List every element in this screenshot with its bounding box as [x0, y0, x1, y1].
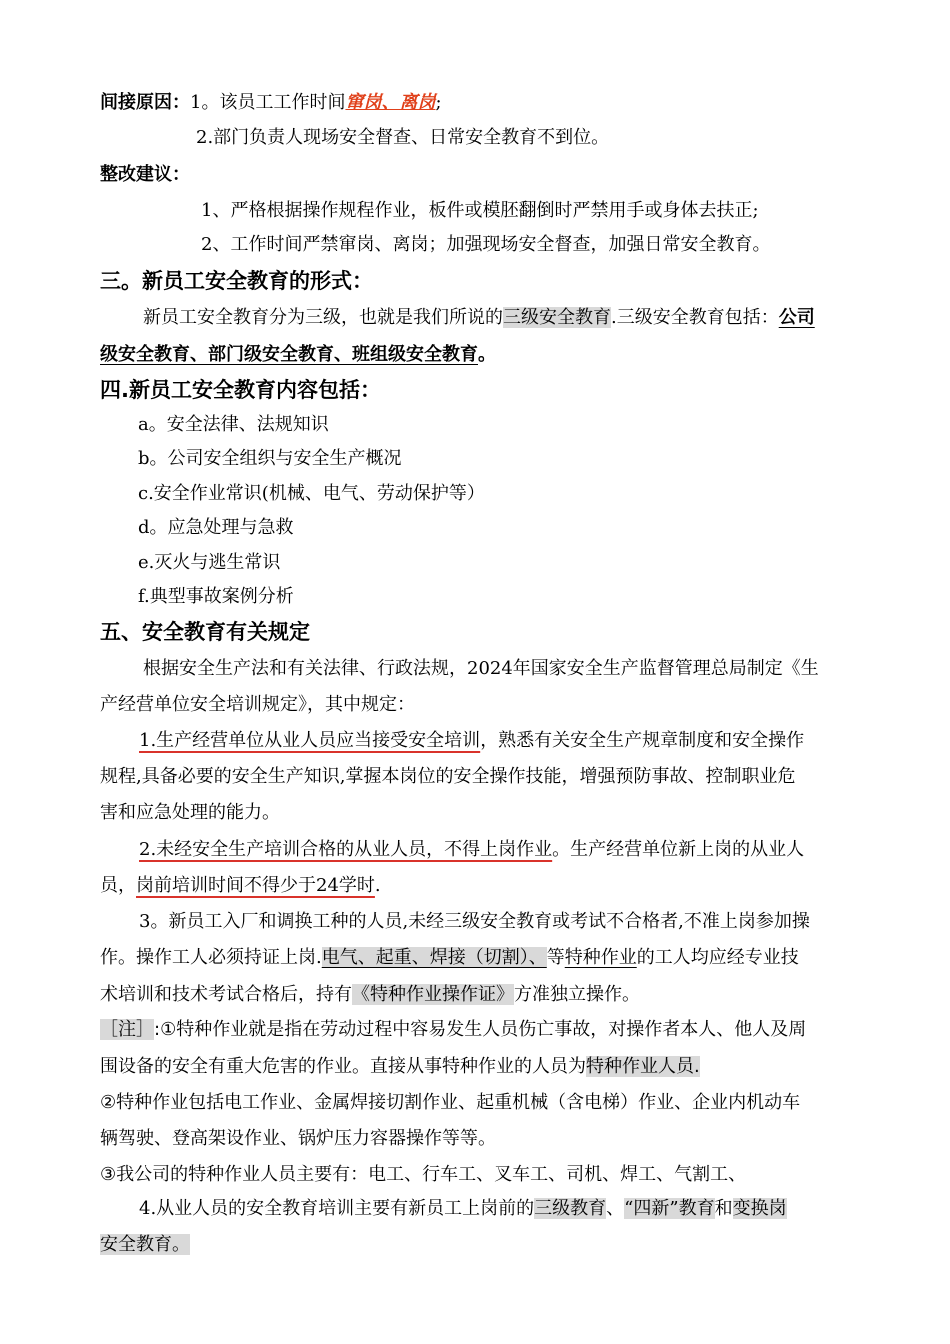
section-5-heading: 五、安全教育有关规定 — [100, 620, 310, 644]
rule-4-line-2: 安全教育。 — [100, 1234, 190, 1255]
section-5-intro-line-1: 根据安全生产法和有关法律、行政法规，2024年国家安全生产监督管理总局制定《生 — [143, 658, 819, 679]
section-3-paragraph-line-1: 新员工安全教育分为三级，也就是我们所说的三级安全教育.三级安全教育包括：公司 — [143, 307, 815, 328]
note-line-5: ③我公司的特种作业人员主要有：电工、行车工、叉车工、司机、焊工、气割工、 — [100, 1164, 747, 1185]
section-3-heading: 三。新员工安全教育的形式： — [100, 269, 373, 293]
section-4-heading: 四.新员工安全教育内容包括： — [100, 378, 381, 402]
rule-1-line-2: 规程,具备必要的安全生产知识,掌握本岗位的安全操作技能，增强预防事故、控制职业危 — [100, 766, 796, 787]
list-item: f.典型事故案例分析 — [138, 586, 294, 607]
note-line-1: ［注］:①特种作业就是指在劳动过程中容易发生人员伤亡事故，对操作者本人、他人及周 — [100, 1019, 807, 1040]
rule-3-line-3: 术培训和技术考试合格后，持有《特种作业操作证》方准独立操作。 — [100, 984, 640, 1005]
indirect-cause-line-2: 2.部门负责人现场安全督查、日常安全教育不到位。 — [196, 127, 610, 148]
rule-1-line-3: 害和应急处理的能力。 — [100, 802, 280, 823]
rule-2-line-2: 员，岗前培训时间不得少于24学时. — [100, 875, 381, 896]
rule-3-line-2: 作。操作工人必须持证上岗.电气、起重、焊接（切割）、等特种作业的工人均应经专业技 — [100, 947, 799, 968]
section-5-intro-line-2: 产经营单位安全培训规定》，其中规定： — [100, 694, 415, 715]
rectify-label: 整改建议： — [100, 164, 190, 185]
note-line-3: ②特种作业包括电工作业、金属焊接切割作业、起重机械（含电梯）作业、企业内机动车 — [100, 1092, 801, 1113]
note-line-4: 辆驾驶、登高架设作业、锅炉压力容器操作等等。 — [100, 1128, 496, 1149]
list-item: b。公司安全组织与安全生产概况 — [138, 448, 402, 469]
rule-2-line-1: 2.未经安全生产培训合格的从业人员，不得上岗作业。生产经营单位新上岗的从业人 — [139, 839, 805, 860]
note-tag: ［注］ — [100, 1019, 154, 1040]
rectify-item-2: 2、工作时间严禁窜岗、离岗；加强现场安全督查，加强日常安全教育。 — [201, 234, 771, 255]
note-line-2: 围设备的安全有重大危害的作业。直接从事特种作业的人员为特种作业人员. — [100, 1056, 700, 1077]
list-item: e.灭火与逃生常识 — [138, 552, 281, 573]
section-3-paragraph-line-2: 级安全教育、部门级安全教育、班组级安全教育。 — [100, 344, 496, 365]
rule-1-line-1: 1.生产经营单位从业人员应当接受安全培训，熟悉有关安全生产规章制度和安全操作 — [139, 730, 805, 751]
rule-3-line-1: 3。新员工入厂和调换工种的人员,未经三级安全教育或考试不合格者,不准上岗参加操 — [139, 911, 810, 932]
rule-4-line-1: 4.从业人员的安全教育培训主要有新员工上岗前的三级教育、“四新”教育和变换岗 — [139, 1198, 787, 1219]
list-item: d。应急处理与急救 — [138, 517, 294, 538]
list-item: c.安全作业常识(机械、电气、劳动保护等） — [138, 483, 485, 504]
list-item: a。安全法律、法规知识 — [138, 414, 329, 435]
indirect-cause-line-1: 间接原因：1。该员工工作时间窜岗、离岗; — [100, 92, 442, 113]
rectify-item-1: 1、严格根据操作规程作业，板件或模胚翻倒时严禁用手或身体去扶正; — [201, 200, 759, 221]
indirect-cause-label: 间接原因： — [100, 92, 190, 113]
highlight-phrase: 窜岗、离岗 — [345, 92, 436, 113]
